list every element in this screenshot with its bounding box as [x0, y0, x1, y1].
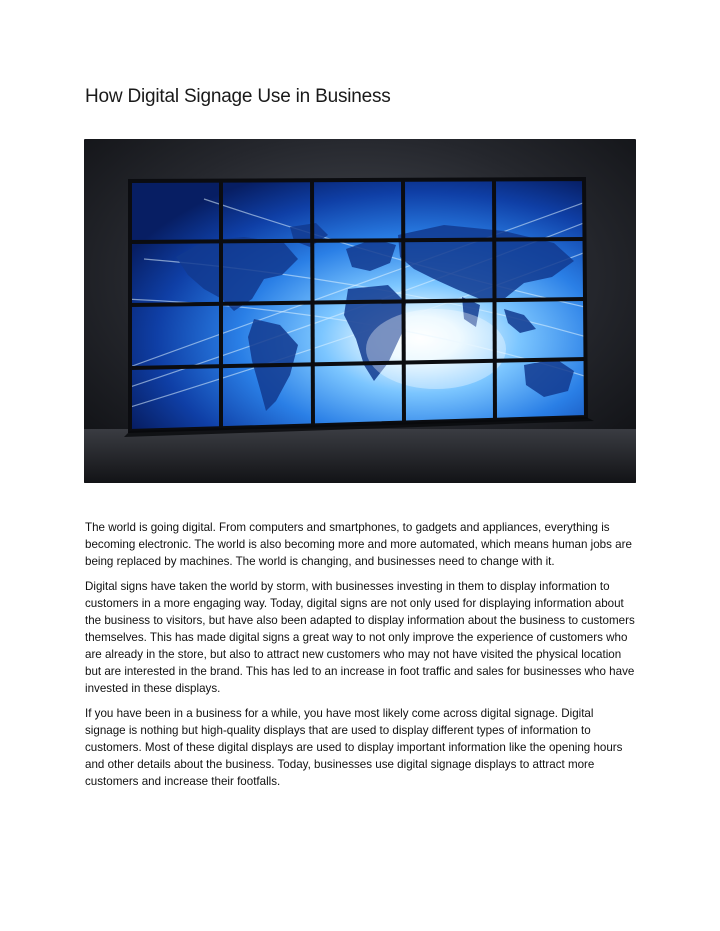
- article-body: [85, 519, 637, 798]
- video-wall-world-map-image: [84, 139, 636, 483]
- paragraph: The world is going digital. From computers and smartphones, to gadgets and appliances, everything is becoming electronic. The world is also becoming more and more automated, which means human jobs are being replaced by machines. The world is changing, and businesses need to change with it.: [85, 521, 632, 568]
- page-title: How Digital Signage Use in Business: [85, 86, 391, 107]
- paragraph: If you have been in a business for a while, you have most likely come across digital signage. Digital signage is nothing but high-quality displays that are used to display different types of information to customers. Most of these digital displays are used to display important information like the opening hours and other details about the business. Today, businesses use digital signage displays to attract more customers and increase their footfalls.: [85, 707, 623, 788]
- paragraph: Digital signs have taken the world by storm, with businesses investing in them to display information to customers in a more engaging way. Today, digital signs are not only used for displaying information about the business to visitors, but have also been adapted to display information about the business to customers themselves. This has made digital signs a great way to not only improve the experience of customers who are already in the store, but also to attract new customers who may not have visited the physical location but are interested in the brand. This has led to an increase in foot traffic and sales for businesses who have invested in these displays.: [85, 580, 635, 695]
